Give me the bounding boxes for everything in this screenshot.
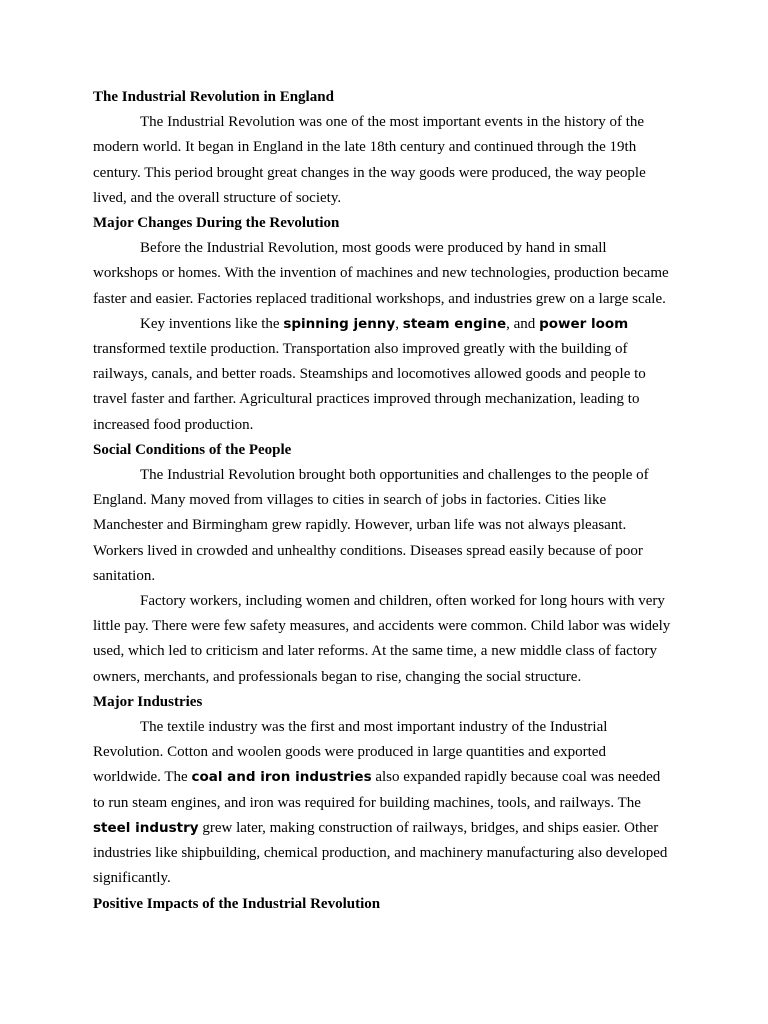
section-heading-major-industries: Major Industries [93,693,203,710]
paragraph-before-revolution: Before the Industrial Revolution, most goods were produced by hand in small workshops or homes. With the invention of machines and new technologies, production became faster and easier. Factories replaced traditional workshops, and industries grew on a large scale. [93,240,669,307]
text-run: Key inventions like the [140,315,284,332]
text-run: , [395,315,403,332]
section-heading-major-changes: Major Changes During the Revolution [93,215,340,232]
paragraph-key-inventions [93,312,673,438]
text-run: grew later, making construction of railways, bridges, and ships easier. Other industries like shipbuilding, chemical production, and machinery manufacturing also developed significantly. [93,819,668,887]
text-run: also expanded rapidly because coal was needed to run steam engines, and iron was required for building machines, tools, and railways. The [93,769,661,811]
section-heading-social-conditions: Social Conditions of the People [93,441,292,458]
intro-paragraph: The Industrial Revolution was one of the most important events in the history of the modern world. It began in England in the late 18th century and continued through the 19th century. This period brought great changes in the way goods were produced, the way people lived, and the overall structure of society. [93,114,646,206]
bold-term-power-loom: power loom [539,315,629,332]
bold-term-spinning-jenny: spinning jenny [283,315,396,332]
bold-term-steel: steel industry [93,819,199,836]
bold-term-coal-iron: coal and iron industries [191,769,372,786]
text-run: The textile industry was the first and most important industry of the Industrial Revolution. Cotton and woolen goods were produced in large quantities and exported worldwide. The [93,719,608,786]
document-page [93,85,673,917]
text-run: , and [506,315,540,332]
paragraph-factory-workers: Factory workers, including women and children, often worked for long hours with very little pay. There were few safety measures, and accidents were common. Child labor was widely used, which led to criticism and later reforms. At the same time, a new middle class of factory owners, merchants, and professionals began to rise, changing the social structure. [93,593,671,685]
text-run: transformed textile production. Transportation also improved greatly with the building of railways, canals, and better roads. Steamships and locomotives allowed goods and people to travel faster and farther. Agricultural practices improved through mechanization, leading to increased food production. [93,341,646,433]
section-heading-positive-impacts: Positive Impacts of the Industrial Revolution [93,895,381,912]
paragraph-textile-industry [93,715,673,891]
bold-term-steam-engine: steam engine [402,315,507,332]
paragraph-opportunities-challenges: The Industrial Revolution brought both opportunities and challenges to the people of England. Many moved from villages to cities in search of jobs in factories. Cities like Manchester and Birmingham grew rapidly. However, urban life was not always pleasant. Workers lived in crowded and unhealthy conditions. Diseases spread easily because of poor sanitation. [93,467,649,584]
document-title: The Industrial Revolution in England [93,89,334,105]
